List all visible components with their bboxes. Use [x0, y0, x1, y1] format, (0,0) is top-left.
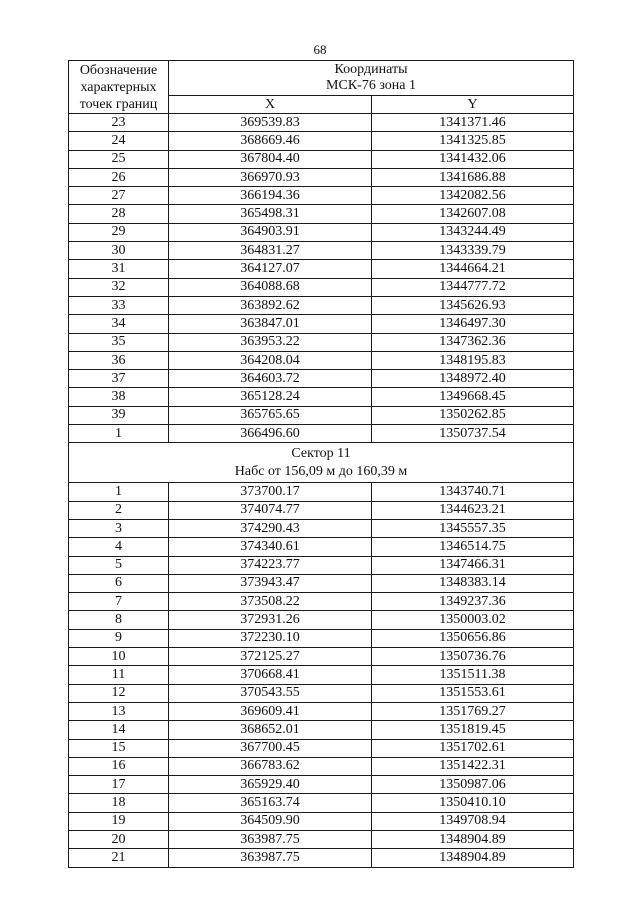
table-row	[69, 556, 574, 574]
point-cell: 15	[69, 739, 169, 757]
x-coordinate-cell: 374340.61	[169, 538, 372, 556]
point-cell: 31	[69, 260, 169, 278]
point-header-line-1: Обозначение	[79, 62, 158, 78]
x-coordinate-cell: 373508.22	[169, 593, 372, 611]
point-cell: 5	[69, 556, 169, 574]
x-coordinate-cell: 369539.83	[169, 114, 372, 132]
point-cell: 2	[69, 501, 169, 519]
table-row	[69, 538, 574, 556]
point-cell: 26	[69, 168, 169, 186]
y-coordinate-cell: 1348195.83	[372, 351, 574, 369]
table-row	[69, 370, 574, 388]
x-coordinate-cell: 367700.45	[169, 739, 372, 757]
x-coordinate-cell: 366970.93	[169, 168, 372, 186]
table-row	[69, 629, 574, 647]
point-cell: 14	[69, 721, 169, 739]
sector-heading	[69, 443, 574, 483]
point-cell: 35	[69, 333, 169, 351]
y-coordinate-cell: 1344623.21	[372, 501, 574, 519]
table-row	[69, 757, 574, 775]
x-coordinate-cell: 363953.22	[169, 333, 372, 351]
point-cell: 25	[69, 150, 169, 168]
table-row	[69, 168, 574, 186]
table-row	[69, 702, 574, 720]
x-coordinate-cell: 365498.31	[169, 205, 372, 223]
table-row	[69, 830, 574, 848]
point-cell: 1	[69, 483, 169, 501]
point-cell: 23	[69, 114, 169, 132]
y-coordinate-cell: 1351553.61	[372, 684, 574, 702]
point-cell: 10	[69, 648, 169, 666]
y-coordinate-cell: 1350737.54	[372, 425, 574, 443]
table-row	[69, 132, 574, 150]
table-row	[69, 593, 574, 611]
table-row	[69, 501, 574, 519]
y-coordinate-cell: 1349237.36	[372, 593, 574, 611]
y-coordinate-cell: 1346514.75	[372, 538, 574, 556]
y-coordinate-cell: 1349668.45	[372, 388, 574, 406]
point-cell: 3	[69, 519, 169, 537]
x-coordinate-cell: 364603.72	[169, 370, 372, 388]
point-cell: 19	[69, 812, 169, 830]
point-cell: 8	[69, 611, 169, 629]
page-number: 68	[313, 42, 327, 57]
y-coordinate-cell: 1342082.56	[372, 187, 574, 205]
table-row	[69, 187, 574, 205]
table-row	[69, 406, 574, 424]
x-coordinate-cell: 366496.60	[169, 425, 372, 443]
table-row	[69, 150, 574, 168]
table-row	[69, 611, 574, 629]
y-coordinate-cell: 1348383.14	[372, 574, 574, 592]
y-coordinate-cell: 1348972.40	[372, 370, 574, 388]
y-coordinate-cell: 1345557.35	[372, 519, 574, 537]
point-cell: 37	[69, 370, 169, 388]
x-coordinate-cell: 370543.55	[169, 684, 372, 702]
table-row	[69, 114, 574, 132]
table-row	[69, 223, 574, 241]
x-coordinate-cell: 368669.46	[169, 132, 372, 150]
point-cell: 20	[69, 830, 169, 848]
x-coordinate-cell: 364127.07	[169, 260, 372, 278]
table-row	[69, 296, 574, 314]
table-row	[69, 648, 574, 666]
y-coordinate-cell: 1350656.86	[372, 629, 574, 647]
x-coordinate-cell: 373700.17	[169, 483, 372, 501]
table-row	[69, 425, 574, 443]
y-coordinate-cell: 1341371.46	[372, 114, 574, 132]
point-cell: 27	[69, 187, 169, 205]
x-coordinate-cell: 363847.01	[169, 315, 372, 333]
x-coordinate-cell: 374290.43	[169, 519, 372, 537]
point-cell: 11	[69, 666, 169, 684]
table-row	[69, 260, 574, 278]
table-row	[69, 794, 574, 812]
point-cell: 32	[69, 278, 169, 296]
y-coordinate-cell: 1351819.45	[372, 721, 574, 739]
x-coordinate-cell: 364903.91	[169, 223, 372, 241]
x-coordinate-cell: 364088.68	[169, 278, 372, 296]
point-cell: 17	[69, 776, 169, 794]
table-row	[69, 739, 574, 757]
y-coordinate-cell: 1344664.21	[372, 260, 574, 278]
x-coordinate-cell: 364509.90	[169, 812, 372, 830]
point-cell: 29	[69, 223, 169, 241]
point-cell: 24	[69, 132, 169, 150]
y-coordinate-cell: 1351511.38	[372, 666, 574, 684]
x-coordinate-cell: 374074.77	[169, 501, 372, 519]
x-coordinate-cell: 370668.41	[169, 666, 372, 684]
x-coordinate-cell: 364831.27	[169, 242, 372, 260]
x-coordinate-cell: 365128.24	[169, 388, 372, 406]
x-coordinate-cell: 363987.75	[169, 849, 372, 867]
point-cell: 13	[69, 702, 169, 720]
y-coordinate-cell: 1341432.06	[372, 150, 574, 168]
table-row	[69, 684, 574, 702]
table-row	[69, 776, 574, 794]
y-coordinate-cell: 1350410.10	[372, 794, 574, 812]
point-cell: 39	[69, 406, 169, 424]
table-row	[69, 812, 574, 830]
point-cell: 12	[69, 684, 169, 702]
y-coordinate-cell: 1350736.76	[372, 648, 574, 666]
coordinates-title: Координаты	[334, 62, 408, 77]
x-coordinate-cell: 373943.47	[169, 574, 372, 592]
x-coordinate-cell: 365163.74	[169, 794, 372, 812]
sector-title: Сектор 11	[291, 445, 351, 461]
point-cell: 30	[69, 242, 169, 260]
table-row	[69, 519, 574, 537]
x-coordinate-cell: 363892.62	[169, 296, 372, 314]
x-coordinate-cell: 372230.10	[169, 629, 372, 647]
point-header-line-3: точек границ	[79, 96, 158, 112]
table-row	[69, 849, 574, 867]
table-row	[69, 242, 574, 260]
table-row	[69, 333, 574, 351]
point-cell: 6	[69, 574, 169, 592]
x-coordinate-cell: 363987.75	[169, 830, 372, 848]
x-coordinate-cell: 374223.77	[169, 556, 372, 574]
point-cell: 9	[69, 629, 169, 647]
coordinates-header	[169, 61, 574, 96]
point-cell: 18	[69, 794, 169, 812]
y-column-header: Y	[372, 96, 574, 114]
x-coordinate-cell: 366783.62	[169, 757, 372, 775]
table-row	[69, 205, 574, 223]
point-cell: 7	[69, 593, 169, 611]
y-coordinate-cell: 1344777.72	[372, 278, 574, 296]
y-coordinate-cell: 1350003.02	[372, 611, 574, 629]
table-row	[69, 351, 574, 369]
x-column-header: X	[169, 96, 372, 114]
y-coordinate-cell: 1350262.85	[372, 406, 574, 424]
point-cell: 28	[69, 205, 169, 223]
table-row	[69, 315, 574, 333]
y-coordinate-cell: 1349708.94	[372, 812, 574, 830]
y-coordinate-cell: 1350987.06	[372, 776, 574, 794]
y-coordinate-cell: 1351769.27	[372, 702, 574, 720]
y-coordinate-cell: 1341686.88	[372, 168, 574, 186]
x-coordinate-cell: 368652.01	[169, 721, 372, 739]
point-cell: 1	[69, 425, 169, 443]
sector-block	[69, 443, 574, 483]
table-row	[69, 388, 574, 406]
section-1-rows	[69, 114, 574, 443]
point-cell: 36	[69, 351, 169, 369]
y-coordinate-cell: 1341325.85	[372, 132, 574, 150]
x-coordinate-cell: 365765.65	[169, 406, 372, 424]
table-row	[69, 278, 574, 296]
table-row	[69, 721, 574, 739]
y-coordinate-cell: 1347362.36	[372, 333, 574, 351]
x-coordinate-cell: 369609.41	[169, 702, 372, 720]
y-coordinate-cell: 1343339.79	[372, 242, 574, 260]
x-coordinate-cell: 372931.26	[169, 611, 372, 629]
point-cell: 33	[69, 296, 169, 314]
y-coordinate-cell: 1351702.61	[372, 739, 574, 757]
point-header-line-2: характерных	[80, 79, 157, 95]
coordinates-table	[68, 60, 574, 868]
table-row	[69, 574, 574, 592]
point-designation-header	[69, 61, 169, 114]
point-cell: 16	[69, 757, 169, 775]
x-coordinate-cell: 366194.36	[169, 187, 372, 205]
y-coordinate-cell: 1348904.89	[372, 849, 574, 867]
y-coordinate-cell: 1348904.89	[372, 830, 574, 848]
y-coordinate-cell: 1343740.71	[372, 483, 574, 501]
table-row	[69, 666, 574, 684]
y-coordinate-cell: 1345626.93	[372, 296, 574, 314]
x-coordinate-cell: 367804.40	[169, 150, 372, 168]
sector-subtitle: Набс от 156,09 м до 160,39 м	[234, 463, 408, 479]
table-header	[69, 61, 574, 114]
point-cell: 4	[69, 538, 169, 556]
x-coordinate-cell: 365929.40	[169, 776, 372, 794]
y-coordinate-cell: 1342607.08	[372, 205, 574, 223]
y-coordinate-cell: 1346497.30	[372, 315, 574, 333]
y-coordinate-cell: 1351422.31	[372, 757, 574, 775]
point-cell: 38	[69, 388, 169, 406]
y-coordinate-cell: 1343244.49	[372, 223, 574, 241]
x-coordinate-cell: 372125.27	[169, 648, 372, 666]
table-row	[69, 483, 574, 501]
y-coordinate-cell: 1347466.31	[372, 556, 574, 574]
section-2-rows	[69, 483, 574, 867]
point-cell: 34	[69, 315, 169, 333]
coordinate-system: МСК-76 зона 1	[326, 78, 416, 93]
x-coordinate-cell: 364208.04	[169, 351, 372, 369]
point-cell: 21	[69, 849, 169, 867]
